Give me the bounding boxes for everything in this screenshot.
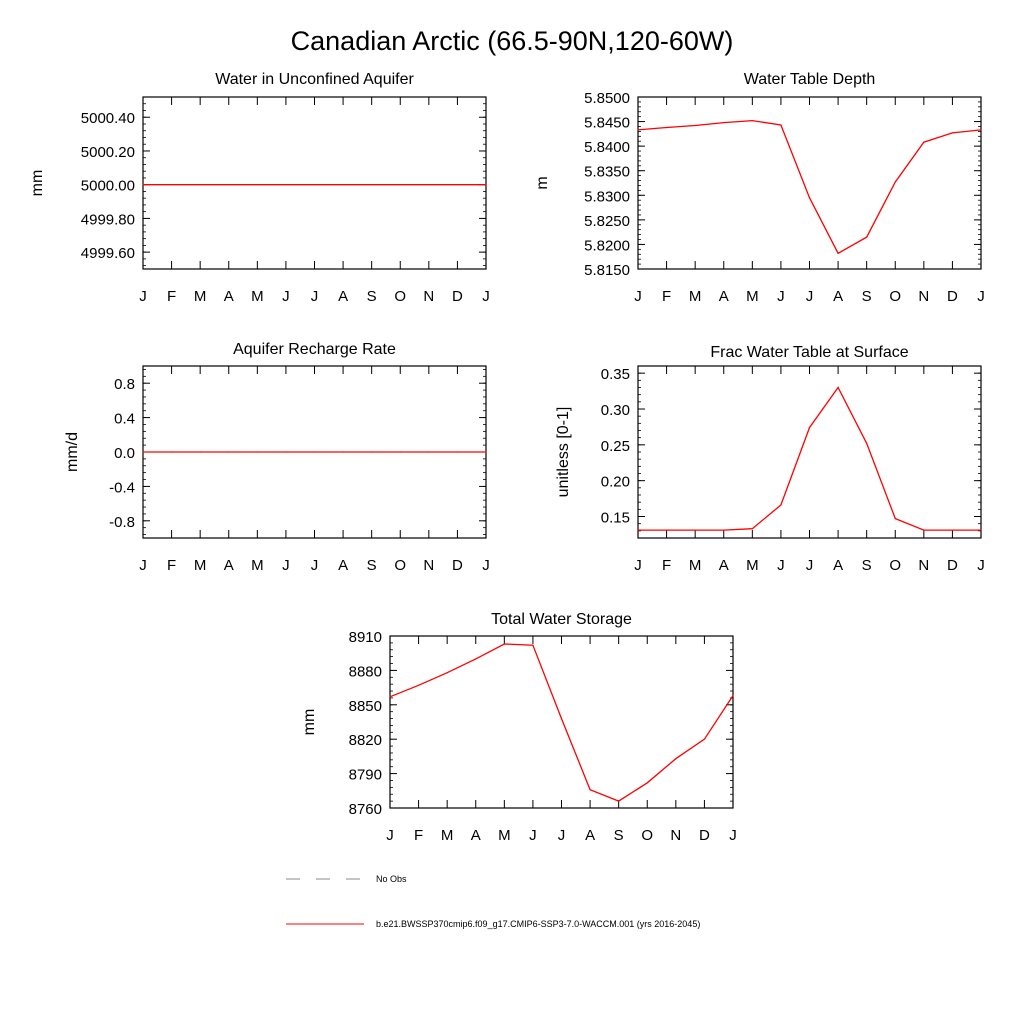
x-tick-label: M — [193, 288, 207, 305]
data-point — [704, 739, 705, 740]
y-tick-label: 0.4 — [114, 410, 135, 428]
y-axis-label: unitless [0-1] — [555, 406, 572, 498]
x-tick-label: O — [889, 557, 902, 574]
data-point — [895, 518, 896, 519]
series-line — [390, 644, 733, 801]
panel-aquifer-recharge-rate — [64, 341, 490, 574]
panel-title: Total Water Storage — [491, 611, 632, 628]
x-tick-label: A — [223, 288, 234, 305]
x-tick-label: F — [413, 827, 424, 844]
legend-model-label: b.e21.BWSSP370cmip6.f09_g17.CMIP6-SSP3-7.0-WACCM.001 (yrs 2016-2045) — [376, 919, 701, 929]
data-point — [895, 181, 896, 182]
x-tick-label: O — [394, 288, 407, 305]
data-point — [485, 451, 486, 452]
x-tick-label: J — [977, 557, 985, 574]
x-tick-label: J — [729, 827, 737, 844]
x-tick-label: S — [366, 557, 377, 574]
x-tick-label: D — [451, 288, 463, 305]
x-tick-label: S — [613, 827, 624, 844]
x-tick-label: S — [861, 288, 872, 305]
panel-frac-water-table-at-surface — [555, 344, 985, 574]
legend — [286, 874, 700, 929]
data-point — [923, 530, 924, 531]
x-tick-label: D — [946, 557, 958, 574]
y-tick-label: 0.25 — [600, 437, 630, 455]
y-tick-label: 5000.00 — [80, 177, 135, 195]
data-point — [952, 132, 953, 133]
y-tick-label: 0.35 — [600, 366, 630, 384]
x-tick-label: A — [833, 557, 844, 574]
x-tick-label: A — [338, 557, 349, 574]
data-point — [400, 451, 401, 452]
y-tick-label: -0.4 — [109, 479, 135, 497]
data-point — [504, 643, 505, 644]
x-tick-label: J — [529, 827, 537, 844]
x-tick-label: M — [746, 557, 759, 574]
x-tick-label: D — [946, 288, 958, 305]
data-point — [228, 184, 229, 185]
x-tick-label: M — [251, 557, 264, 574]
y-tick-label: 5.8150 — [584, 262, 630, 279]
data-point — [342, 451, 343, 452]
y-tick-label: 5.8500 — [584, 90, 630, 107]
x-tick-label: M — [688, 288, 702, 305]
data-point — [532, 645, 533, 646]
x-tick-label: N — [423, 288, 435, 305]
data-point — [980, 129, 981, 130]
x-tick-label: J — [282, 557, 290, 574]
data-point — [314, 184, 315, 185]
plot-frame — [390, 636, 733, 808]
data-point — [428, 451, 429, 452]
data-point — [200, 451, 201, 452]
data-point — [228, 451, 229, 452]
data-point — [809, 427, 810, 428]
data-point — [637, 129, 638, 130]
x-tick-label: J — [310, 288, 319, 305]
x-tick-label: O — [889, 288, 902, 305]
y-tick-label: 0.20 — [600, 473, 630, 491]
y-tick-label: 5.8450 — [584, 114, 630, 132]
x-tick-label: J — [777, 557, 785, 574]
x-tick-label: J — [805, 288, 814, 305]
data-point — [780, 504, 781, 505]
y-tick-label: 5.8350 — [584, 163, 630, 181]
x-tick-label: J — [777, 288, 785, 305]
y-tick-label: -0.8 — [109, 513, 135, 531]
x-tick-label: S — [861, 557, 872, 574]
data-point — [695, 530, 696, 531]
x-tick-label: J — [634, 288, 642, 305]
x-tick-label: N — [918, 557, 930, 574]
panel-water-table-depth — [534, 71, 985, 305]
x-tick-label: D — [451, 557, 463, 574]
data-point — [428, 184, 429, 185]
y-tick-label: 5.8300 — [584, 188, 630, 206]
plot-frame — [143, 97, 486, 269]
data-point — [809, 197, 810, 198]
data-point — [314, 451, 315, 452]
data-point — [257, 184, 258, 185]
data-point — [285, 184, 286, 185]
data-point — [561, 718, 562, 719]
y-tick-label: 5.8200 — [584, 237, 630, 255]
data-point — [257, 451, 258, 452]
y-axis-label: mm — [29, 169, 46, 197]
panel-title: Frac Water Table at Surface — [710, 344, 909, 361]
data-point — [732, 695, 733, 696]
data-point — [637, 530, 638, 531]
y-axis-label: m — [534, 176, 551, 190]
legend-no-obs-label: No Obs — [376, 874, 407, 884]
x-tick-label: N — [918, 288, 930, 305]
data-point — [200, 184, 201, 185]
x-tick-label: F — [661, 557, 672, 574]
data-point — [675, 758, 676, 759]
x-tick-label: A — [223, 557, 234, 574]
series-line — [638, 388, 981, 531]
x-tick-label: M — [688, 557, 702, 574]
y-tick-label: 5000.20 — [80, 143, 135, 161]
x-tick-label: S — [366, 288, 377, 305]
data-point — [171, 451, 172, 452]
plot-frame — [638, 97, 981, 269]
y-tick-label: 8910 — [348, 629, 382, 646]
data-point — [371, 184, 372, 185]
x-tick-label: M — [498, 827, 511, 844]
y-tick-label: 8820 — [348, 732, 382, 750]
data-point — [647, 782, 648, 783]
data-point — [666, 530, 667, 531]
x-tick-label: J — [310, 557, 319, 574]
data-point — [589, 789, 590, 790]
data-point — [923, 142, 924, 143]
x-tick-label: N — [423, 557, 435, 574]
data-point — [485, 184, 486, 185]
figure-title: Canadian Arctic (66.5-90N,120-60W) — [290, 26, 734, 56]
x-tick-label: J — [482, 288, 490, 305]
panel-title: Water Table Depth — [743, 71, 876, 88]
data-point — [695, 125, 696, 126]
y-tick-label: 5.8400 — [584, 139, 630, 157]
y-tick-label: 5000.40 — [80, 110, 135, 128]
y-tick-label: 8790 — [348, 766, 382, 784]
x-tick-label: J — [139, 557, 147, 574]
data-point — [457, 451, 458, 452]
data-point — [457, 184, 458, 185]
y-tick-label: 0.30 — [600, 402, 630, 419]
data-point — [142, 451, 143, 452]
x-tick-label: N — [670, 827, 682, 844]
x-tick-label: J — [634, 557, 642, 574]
x-tick-label: A — [470, 827, 481, 844]
series-line — [638, 121, 981, 254]
x-tick-label: A — [718, 288, 729, 305]
x-tick-label: J — [139, 288, 147, 305]
x-tick-label: F — [166, 557, 177, 574]
data-point — [980, 530, 981, 531]
data-point — [475, 658, 476, 659]
panel-total-water-storage — [301, 611, 737, 844]
data-point — [171, 184, 172, 185]
data-point — [400, 184, 401, 185]
y-tick-label: 0.8 — [114, 376, 135, 394]
data-point — [752, 120, 753, 121]
panel-water-in-unconfined-aquifer — [29, 71, 490, 305]
plot-frame — [638, 366, 981, 538]
y-tick-label: 0.15 — [600, 509, 630, 527]
x-tick-label: M — [193, 557, 207, 574]
x-tick-label: M — [746, 288, 759, 305]
x-tick-label: J — [282, 288, 290, 305]
y-tick-label: 0.0 — [114, 445, 135, 462]
x-tick-label: A — [338, 288, 349, 305]
data-point — [866, 443, 867, 444]
x-tick-label: O — [394, 557, 407, 574]
data-point — [837, 253, 838, 254]
x-tick-label: J — [386, 827, 394, 844]
panel-title: Water in Unconfined Aquifer — [215, 71, 414, 88]
data-point — [723, 122, 724, 123]
data-point — [752, 528, 753, 529]
x-tick-label: A — [833, 288, 844, 305]
x-tick-label: J — [805, 557, 814, 574]
data-point — [618, 801, 619, 802]
data-point — [371, 451, 372, 452]
data-point — [666, 127, 667, 128]
x-tick-label: F — [166, 288, 177, 305]
y-tick-label: 8880 — [348, 663, 382, 681]
x-tick-label: M — [251, 288, 264, 305]
data-point — [780, 124, 781, 125]
y-tick-label: 5.8250 — [584, 212, 630, 230]
x-tick-label: A — [585, 827, 596, 844]
y-tick-label: 8850 — [348, 697, 382, 715]
x-tick-label: O — [641, 827, 654, 844]
data-point — [342, 184, 343, 185]
x-tick-label: J — [482, 557, 490, 574]
y-tick-label: 8760 — [348, 801, 382, 818]
y-tick-label: 4999.80 — [80, 211, 135, 229]
data-point — [285, 451, 286, 452]
data-point — [389, 696, 390, 697]
x-tick-label: F — [661, 288, 672, 305]
data-point — [952, 530, 953, 531]
data-point — [142, 184, 143, 185]
data-point — [866, 236, 867, 237]
data-point — [447, 672, 448, 673]
x-tick-label: D — [698, 827, 710, 844]
data-point — [723, 530, 724, 531]
y-axis-label: mm — [301, 708, 318, 736]
data-point — [418, 685, 419, 686]
x-tick-label: M — [440, 827, 454, 844]
data-point — [837, 387, 838, 388]
panel-title: Aquifer Recharge Rate — [233, 341, 396, 358]
x-tick-label: J — [977, 288, 985, 305]
y-tick-label: 4999.60 — [80, 245, 135, 263]
x-tick-label: J — [557, 827, 566, 844]
y-axis-label: mm/d — [64, 432, 81, 472]
x-tick-label: A — [718, 557, 729, 574]
